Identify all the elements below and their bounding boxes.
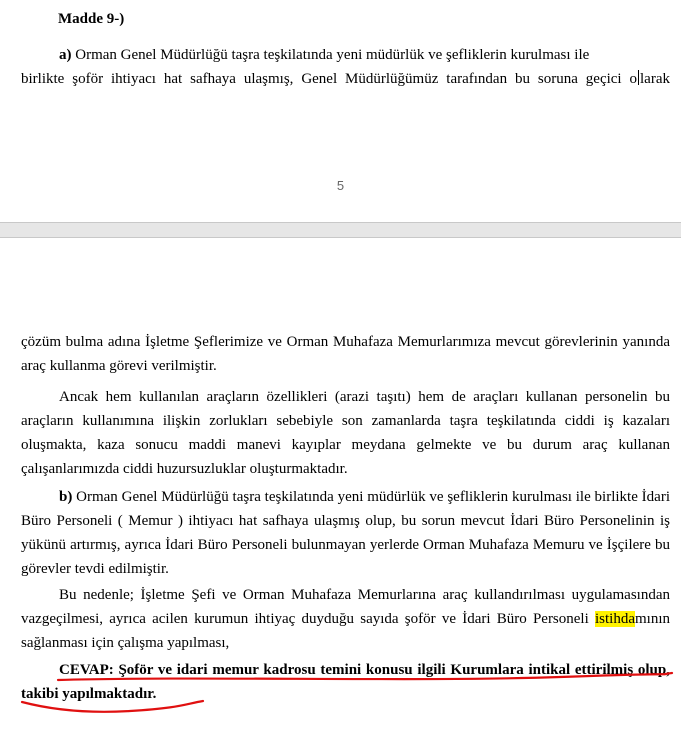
paragraph-ancak: Ancak hem kullanılan araçların özellikleri (arazi taşıtı) hem de araçları kullanan personelin bu araçların kullanımına ilişkin zorlukları sebebiyle son zamanlarda taşra teşkilatında ciddi iş kazaları oluşmakta, kaza sonucu maddi manevi kayıplar meydana gelmekte ve bu durum araç kullanan çalışanlarımızda ciddi huzursuzluklar oluşturmaktadır.	[21, 389, 670, 477]
page-number: 5	[336, 178, 345, 193]
document-page-6	[0, 238, 681, 730]
paragraph-a-line2: birlikte şoför ihtiyacı hat safhaya ulaşmış, Genel Müdürlüğümüz tarafından bu soruna geçici o larak	[21, 71, 670, 87]
paragraph-a-line1: Orman Genel Müdürlüğü taşra teşkilatında yeni müdürlük ve şefliklerin kurulması ile	[71, 47, 590, 63]
answer-paragraph: CEVAP: Şoför ve idari memur kadrosu temini konusu ilgili Kurumlara intikal ettirilmiş olup, takibi yapılmaktadır.	[21, 662, 670, 702]
page-break	[0, 222, 681, 238]
paragraph-b: b) Orman Genel Müdürlüğü taşra teşkilatında yeni müdürlük ve şefliklerin kurulması ile birlikte İdari Büro Personeli ( Memur ) ihtiyacı hat safhaya ulaşmış olup, bu sorun mevcut İdari Büro Personelinin iş yükünü artırmış, ayrıca İdari Büro Personeli bulunmayan yerlerde Orman Muhafaza Memuru ve İşçilere bu görevler tevdi edilmiştir.	[21, 489, 670, 577]
paragraph-a-label: a)	[59, 47, 72, 63]
paragraph-bu-nedenle: Bu nedenle; İşletme Şefi ve Orman Muhafaza Memurlarına araç kullandırılması uygulamasından vazgeçilmesi, ayrıca acilen kurumun ihtiyaç duyduğu sayıda şoför ve İdari Büro Personeli istihdamının sağlanması için çalışma yapılması,	[21, 587, 670, 651]
text-cursor	[638, 70, 639, 85]
article-heading: Madde 9-)	[58, 11, 125, 27]
paragraph-continuation: çözüm bulma adına İşletme Şeflerimize ve Orman Muhafaza Memurlarımıza mevcut görevlerinin yanında araç kullanma görevi verilmiştir.	[21, 334, 670, 374]
paragraph-a	[21, 43, 670, 67]
document-page-5	[0, 0, 681, 222]
paragraph-b-label: b)	[59, 489, 73, 505]
highlighted-text: istihda	[594, 611, 635, 627]
